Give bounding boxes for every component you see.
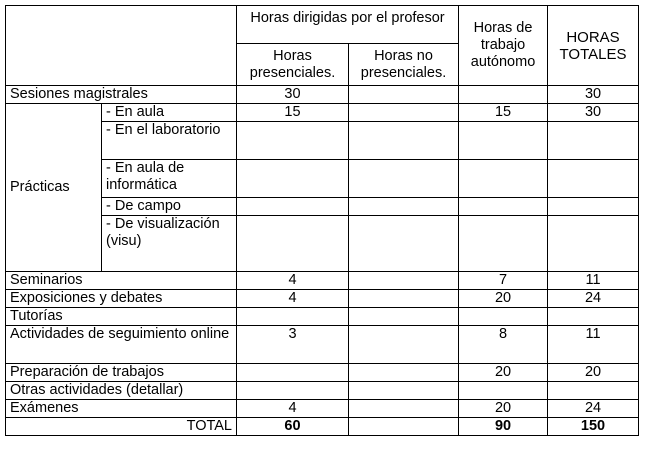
row-label: Exposiciones y debates [6,290,237,308]
header-empty-cell [6,6,237,86]
cell-presenciales [237,198,349,216]
row-label: Tutorías [6,308,237,326]
cell-autonomo [459,198,548,216]
cell-no-presenciales [349,104,459,122]
cell-autonomo [459,216,548,272]
table-row [6,104,639,122]
practicas-label: Prácticas [6,104,102,272]
cell-presenciales: 3 [237,326,349,364]
cell-presenciales [237,308,349,326]
cell-no-presenciales [349,86,459,104]
table-row [6,308,639,326]
cell-total: 30 [548,104,639,122]
cell-no-presenciales [349,400,459,418]
cell-autonomo [459,382,548,400]
sub-row-label: - De campo [102,198,237,216]
header-directed-hours: Horas dirigidas por el profesor [237,6,459,44]
cell-presenciales: 4 [237,272,349,290]
row-label: Actividades de seguimiento online [6,326,237,364]
total-label: TOTAL [6,418,237,436]
table-row [6,326,639,364]
cell-autonomo: 7 [459,272,548,290]
row-label: Sesiones magistrales [6,86,237,104]
cell-no-presenciales [349,364,459,382]
sub-row-label: - En el laboratorio [102,122,237,160]
cell-presenciales: 15 [237,104,349,122]
cell-no-presenciales [349,290,459,308]
cell-total [548,198,639,216]
table-row [6,86,639,104]
header-non-presential-hours: Horas no presenciales. [349,44,459,86]
cell-total [548,216,639,272]
header-autonomous-hours: Horas de trabajo autónomo [459,6,548,86]
cell-autonomo [459,160,548,198]
cell-autonomo [459,308,548,326]
cell-total: 30 [548,86,639,104]
cell-presenciales [237,382,349,400]
cell-no-presenciales [349,160,459,198]
cell-presenciales [237,122,349,160]
total-horas: 150 [548,418,639,436]
cell-presenciales [237,364,349,382]
cell-total: 20 [548,364,639,382]
cell-autonomo: 20 [459,290,548,308]
total-no-presenciales [349,418,459,436]
table-row [6,382,639,400]
header-total-hours: HORAS TOTALES [548,6,639,86]
cell-no-presenciales [349,198,459,216]
total-autonomo: 90 [459,418,548,436]
total-presenciales: 60 [237,418,349,436]
cell-total [548,122,639,160]
cell-total: 11 [548,326,639,364]
cell-no-presenciales [349,308,459,326]
cell-autonomo: 20 [459,400,548,418]
cell-autonomo: 20 [459,364,548,382]
cell-autonomo: 8 [459,326,548,364]
table-row [6,400,639,418]
cell-presenciales: 4 [237,400,349,418]
cell-total: 11 [548,272,639,290]
cell-no-presenciales [349,216,459,272]
row-label: Exámenes [6,400,237,418]
row-label: Seminarios [6,272,237,290]
cell-no-presenciales [349,382,459,400]
hours-table [5,5,639,436]
cell-presenciales [237,216,349,272]
row-label: Preparación de trabajos [6,364,237,382]
cell-total [548,308,639,326]
cell-no-presenciales [349,272,459,290]
cell-autonomo: 15 [459,104,548,122]
table-row [6,272,639,290]
cell-presenciales: 4 [237,290,349,308]
cell-no-presenciales [349,122,459,160]
cell-presenciales [237,160,349,198]
cell-total [548,382,639,400]
header-presential-hours: Horas presenciales. [237,44,349,86]
cell-no-presenciales [349,326,459,364]
cell-autonomo [459,122,548,160]
table-row [6,364,639,382]
cell-total: 24 [548,400,639,418]
sub-row-label: - En aula de informática [102,160,237,198]
cell-autonomo [459,86,548,104]
cell-total [548,160,639,198]
header-row-top [6,6,639,44]
total-row [6,418,639,436]
sub-row-label: - De visualización (visu) [102,216,237,272]
row-label: Otras actividades (detallar) [6,382,237,400]
table-row [6,290,639,308]
sub-row-label: - En aula [102,104,237,122]
cell-presenciales: 30 [237,86,349,104]
cell-total: 24 [548,290,639,308]
